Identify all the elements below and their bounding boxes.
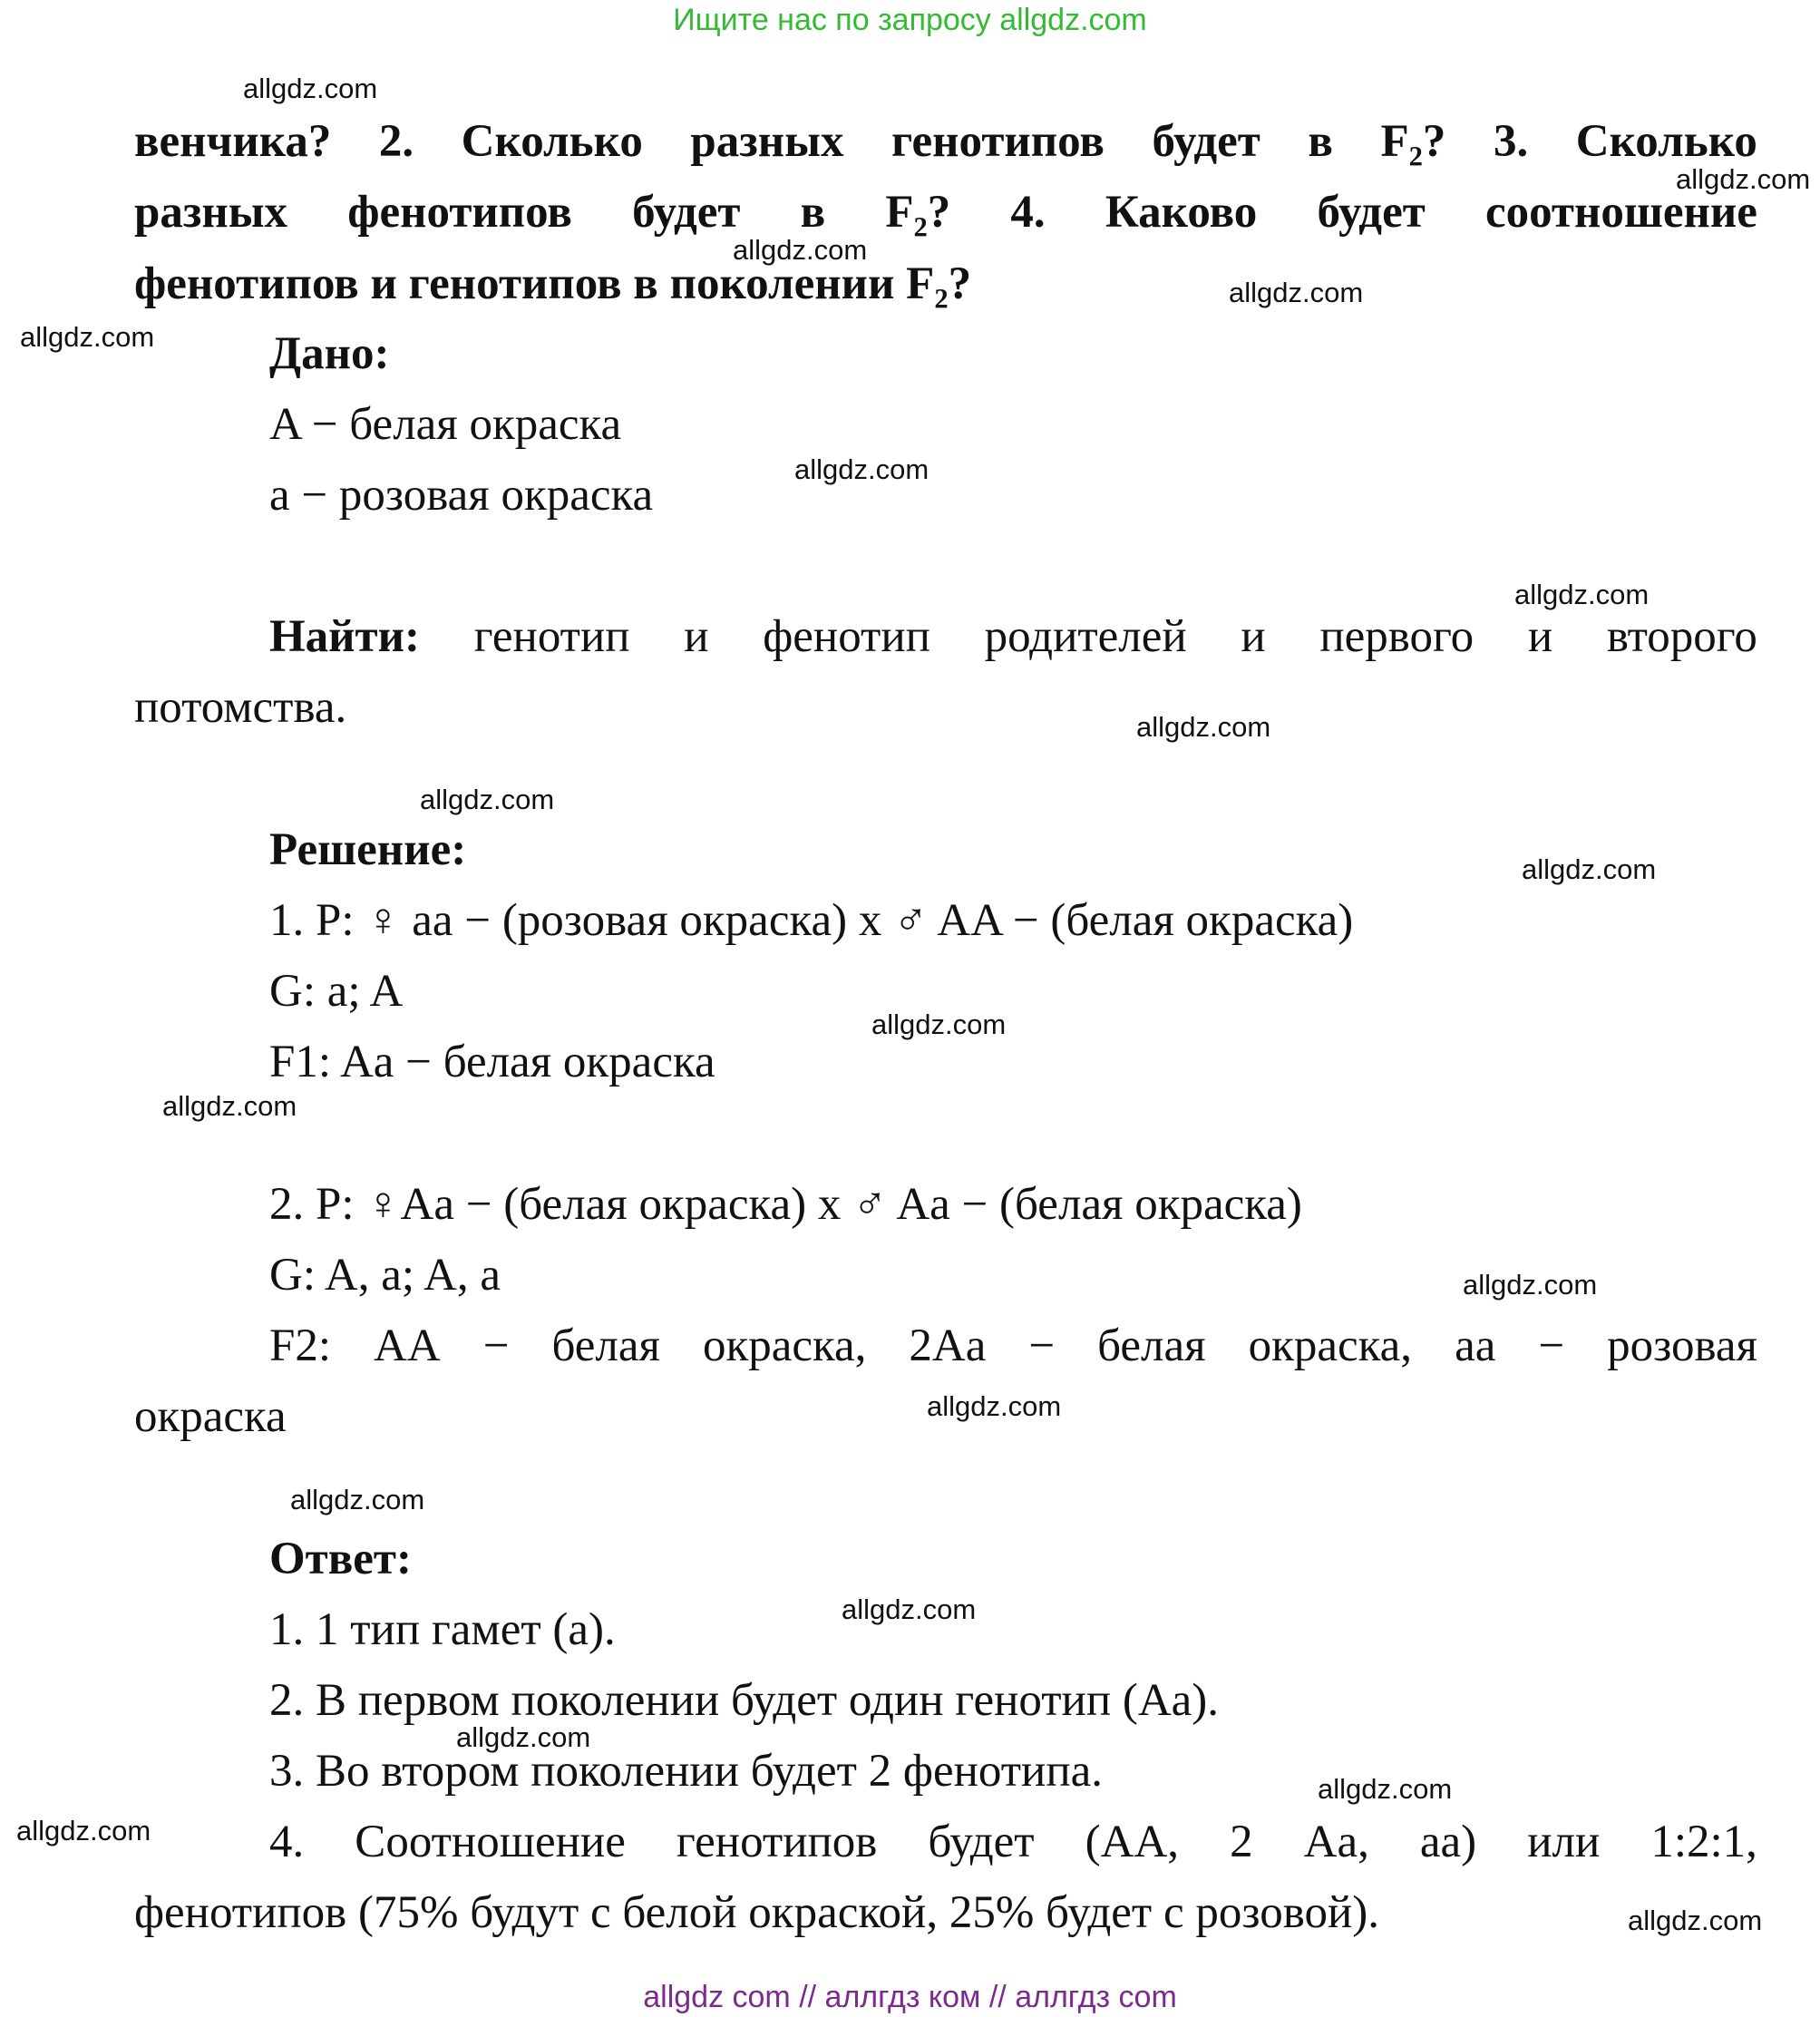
word: 2 xyxy=(1230,1817,1253,1867)
word: 2. xyxy=(378,116,414,167)
cross2-f2-line-1 xyxy=(269,1317,1757,1375)
word: генотипов xyxy=(891,116,1105,167)
word: разных xyxy=(690,116,844,167)
word: − xyxy=(1028,1320,1056,1371)
answer-item-4-line-1 xyxy=(269,1813,1757,1871)
watermark: allgdz.com xyxy=(927,1390,1062,1422)
answer-item-4-line-2: фенотипов (75% будут с белой окраской, 25% будет с розовой). xyxy=(134,1887,1379,1938)
answer-heading: Ответ: xyxy=(269,1534,412,1584)
word: в xyxy=(1308,116,1333,167)
word: 4. xyxy=(1010,187,1046,238)
word: будет xyxy=(632,187,741,238)
find-word: и xyxy=(1241,611,1266,662)
watermark: allgdz.com xyxy=(420,784,555,815)
solution-heading: Решение: xyxy=(269,824,467,875)
cross1-f1: F1: Aa − белая окраска xyxy=(269,1037,715,1087)
find-line-2: потомства. xyxy=(134,682,347,733)
word: 3. xyxy=(1493,116,1529,167)
word: − xyxy=(1538,1320,1565,1371)
find-line-1 xyxy=(269,608,1757,666)
word: белая xyxy=(1097,1320,1206,1371)
watermark: allgdz.com xyxy=(871,1008,1007,1040)
word: окраска, xyxy=(1248,1320,1413,1371)
given-heading: Дано: xyxy=(269,328,390,379)
watermark: allgdz.com xyxy=(20,321,155,353)
cross2-gametes: G: A, a; A, a xyxy=(269,1250,501,1301)
watermark: allgdz.com xyxy=(456,1721,591,1753)
answer-item: 2. В первом поколении будет один генотип (Aa). xyxy=(269,1675,1220,1726)
word: aa) xyxy=(1419,1817,1477,1867)
find-word: родителей xyxy=(984,611,1187,662)
word: Сколько xyxy=(461,116,643,167)
word: белая xyxy=(551,1320,660,1371)
cross2-parents: 2. P: ♀Aa − (белая окраска) x ♂ Aa − (белая окраска) xyxy=(269,1179,1302,1230)
cross1-gametes: G: a; A xyxy=(269,966,404,1017)
watermark: allgdz.com xyxy=(1522,853,1657,885)
find-word: фенотип xyxy=(763,611,930,662)
cross2-f2-line-2: окраска xyxy=(134,1391,287,1442)
word: aa xyxy=(1455,1320,1496,1371)
cross1-parents: 1. P: ♀ aa − (розовая окраска) x ♂ AA − (белая окраска) xyxy=(269,895,1354,946)
word: Сколько xyxy=(1575,116,1757,167)
word: венчика? xyxy=(134,116,332,167)
word: Соотношение xyxy=(355,1817,626,1867)
word: 4. xyxy=(269,1817,305,1867)
word: F2: xyxy=(269,1320,332,1371)
word: в xyxy=(800,187,826,238)
answer-item: 3. Во втором поколении будет 2 фенотипа. xyxy=(269,1746,1103,1797)
watermark: allgdz.com xyxy=(243,73,378,104)
word: 1:2:1, xyxy=(1650,1817,1757,1867)
find-word: первого xyxy=(1319,611,1474,662)
watermark: allgdz.com xyxy=(842,1593,977,1625)
word: 2Aa xyxy=(909,1320,987,1371)
find-word: и xyxy=(1527,611,1553,662)
top-banner[interactable]: Ищите нас по запросу allgdz.com xyxy=(673,3,1147,37)
find-word: второго xyxy=(1606,611,1757,662)
word: будет xyxy=(928,1817,1035,1867)
given-item: A − белая окраска xyxy=(269,399,622,450)
word: розовая xyxy=(1607,1320,1757,1371)
word: окраска, xyxy=(702,1320,867,1371)
answer-item: 1. 1 тип гамет (a). xyxy=(269,1604,616,1655)
watermark: allgdz.com xyxy=(1463,1269,1598,1301)
watermark: allgdz.com xyxy=(1514,579,1650,610)
word: (AA, xyxy=(1085,1817,1180,1867)
bottom-banner[interactable]: allgdz com // аллгдз ком // аллгдз com xyxy=(643,1980,1177,2014)
watermark: allgdz.com xyxy=(1628,1905,1763,1936)
watermark: allgdz.com xyxy=(162,1090,297,1122)
question-line-1 xyxy=(134,112,1757,171)
word: будет xyxy=(1152,116,1260,167)
word: генотипов xyxy=(676,1817,878,1867)
watermark: allgdz.com xyxy=(1229,277,1364,308)
watermark: allgdz.com xyxy=(290,1484,425,1515)
given-item: a − розовая окраска xyxy=(269,470,654,521)
watermark: allgdz.com xyxy=(1136,711,1271,743)
word: − xyxy=(482,1320,510,1371)
word: F₂? xyxy=(885,187,951,238)
word: разных xyxy=(134,187,288,238)
word: фенотипов xyxy=(347,187,572,238)
find-label: Найти: xyxy=(269,611,420,662)
word: или xyxy=(1527,1817,1601,1867)
find-word: и xyxy=(684,611,709,662)
watermark: allgdz.com xyxy=(1318,1773,1453,1805)
word: Aa, xyxy=(1303,1817,1369,1867)
watermark: allgdz.com xyxy=(794,453,929,485)
word: F₂? xyxy=(1380,116,1446,167)
word: соотношение xyxy=(1484,187,1757,238)
word: AA xyxy=(374,1320,441,1371)
word: будет xyxy=(1317,187,1426,238)
word: Каково xyxy=(1105,187,1258,238)
question-line-2 xyxy=(134,183,1757,241)
question-line-3: фенотипов и генотипов в поколении F₂? xyxy=(134,258,972,309)
find-word: генотип xyxy=(473,611,630,662)
watermark: allgdz.com xyxy=(1676,163,1811,195)
watermark: allgdz.com xyxy=(733,234,868,266)
watermark: allgdz.com xyxy=(16,1815,151,1846)
